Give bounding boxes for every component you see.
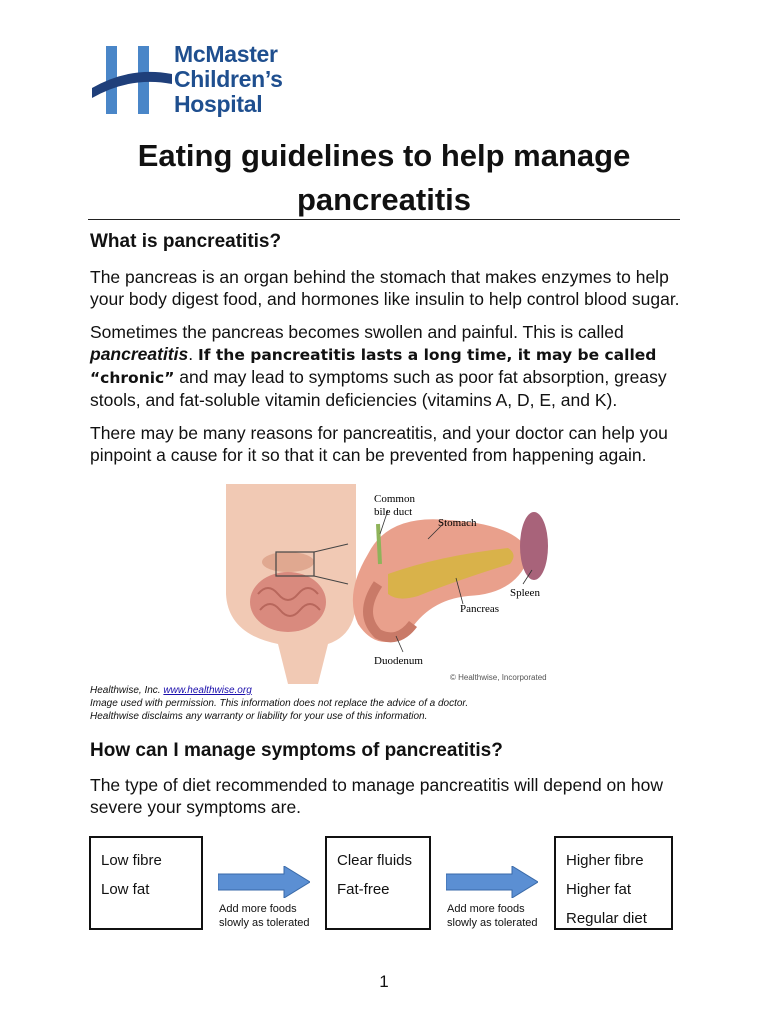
arrow-right-icon-1: [218, 866, 310, 898]
box3-line-3: Regular diet: [566, 910, 647, 927]
arrow1-line-1: Add more foods: [219, 903, 297, 915]
box2-line-2: Fat-free: [337, 881, 390, 898]
logo-line-2: Children’s: [174, 66, 283, 92]
label-pancreas: Pancreas: [460, 603, 500, 615]
diet-box-higher: [554, 836, 673, 930]
hospital-name: [174, 42, 283, 117]
p2-emphasis: pancreatitis: [90, 344, 189, 364]
label-duodenum: Duodenum: [374, 655, 423, 667]
diet-box-clear-fluids: [325, 836, 431, 930]
arrow2-line-1: Add more foods: [447, 903, 525, 915]
paragraph-diet-depends: The type of diet recommended to manage pancreatitis will depend on how severe your symptoms are.: [90, 775, 663, 817]
label-stomach: Stomach: [438, 517, 477, 529]
label-common: Common: [374, 493, 415, 505]
image-credit: [90, 684, 468, 723]
intestines-shape: [250, 572, 326, 632]
paragraph-pancreas-organ: The pancreas is an organ behind the stomach that makes enzymes to help your body digest food, and hormones like insulin to help control blood sugar.: [90, 267, 680, 309]
label-spleen: Spleen: [510, 587, 540, 599]
box1-line-2: Low fat: [101, 881, 150, 898]
page-number: 1: [379, 972, 389, 991]
page-title: [88, 134, 680, 222]
hospital-logo-icon: [92, 44, 172, 116]
title-line-2: pancreatitis: [296, 182, 471, 217]
logo-line-3: Hospital: [174, 91, 263, 117]
torso-stomach: [262, 552, 314, 572]
paragraph-pancreatitis-definition: [90, 321, 690, 411]
section-heading-what-is: What is pancreatitis?: [90, 231, 282, 252]
bile-duct-shape: [378, 524, 380, 564]
p2-bold-text: If the pancreatitis lasts a long time, it may be called “chronic”: [90, 346, 657, 387]
title-divider: [88, 219, 680, 220]
credit-disclaimer: Healthwise disclaims any warranty or liability for your use of this information.: [90, 711, 428, 722]
box3-line-2: Higher fat: [566, 881, 632, 898]
spleen-shape: [520, 512, 548, 580]
box3-line-1: Higher fibre: [566, 852, 644, 869]
box1-line-1: Low fibre: [101, 852, 162, 869]
arrow1-line-2: slowly as tolerated: [219, 917, 310, 929]
p2-text-c: and may lead to symptoms such as poor fat absorption, greasy stools, and fat-soluble vitamin deficiencies (vitamins A, D, E, and K).: [90, 367, 667, 410]
hospital-logo: [92, 42, 312, 118]
credit-source: Healthwise, Inc.: [90, 685, 164, 696]
arrow2-line-2: slowly as tolerated: [447, 917, 538, 929]
section-heading-manage: How can I manage symptoms of pancreatitis?: [90, 740, 503, 761]
pancreas-anatomy-illustration: [218, 484, 554, 684]
healthwise-link[interactable]: www.healthwise.org: [163, 685, 252, 696]
credit-permission: Image used with permission. This information does not replace the advice of a doctor.: [90, 698, 469, 709]
arrow-caption-1: [219, 902, 310, 930]
box2-line-1: Clear fluids: [337, 852, 413, 869]
paragraph-causes: There may be many reasons for pancreatitis, and your doctor can help you pinpoint a cause for it so that it can be prevented from happening again.: [90, 423, 668, 465]
title-line-1: Eating guidelines to help manage: [137, 138, 631, 173]
p2-text-a: Sometimes the pancreas becomes swollen and painful. This is called: [90, 322, 624, 342]
p2-text-b: .: [188, 344, 198, 364]
label-bile-duct: bile duct: [374, 506, 413, 518]
label-copyright: © Healthwise, Incorporated: [450, 673, 547, 682]
arrow-caption-2: [447, 902, 538, 930]
arrow-right-icon-2: [446, 866, 538, 898]
logo-line-1: McMaster: [174, 41, 278, 67]
diet-box-low: [89, 836, 203, 930]
